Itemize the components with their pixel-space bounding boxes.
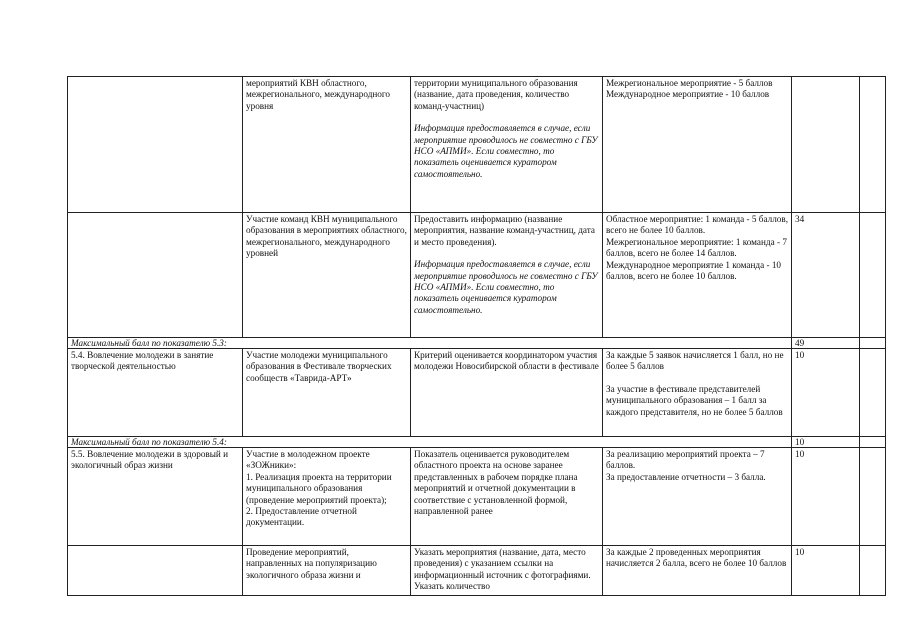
cell-empty: [860, 213, 886, 338]
total-value: 10: [792, 437, 860, 448]
cell-indicator: [68, 546, 243, 596]
cell-max-score: 10: [792, 349, 860, 437]
cell-scoring: Областное мероприятие: 1 команда - 5 баллов, всего не более 10 баллов. Межрегиональное мероприятие: 1 команда - 7 баллов, всего не более 14 баллов. Международное мероприятие 1 команда - 10 баллов, всего не более 10 баллов.: [603, 213, 792, 338]
cell-method: территории муниципального образования (название, дата проведения, количество команд-участниц) Информация предоставляется в случае, если мероприятие проводилось не совместно с ГБУ НСО «АПМИ». Если совместно, то показатель оценивается куратором самостоятельно.: [411, 77, 603, 213]
cell-empty: [860, 77, 886, 213]
table-row: [68, 213, 886, 338]
cell-empty: [860, 349, 886, 437]
cell-max-score: 10: [792, 546, 860, 596]
cell-event: Проведение мероприятий, направленных на популяризацию экологичного образа жизни и: [243, 546, 411, 596]
cell-note: Информация предоставляется в случае, если мероприятие проводилось не совместно с ГБУ НСО «АПМИ». Если совместно, то показатель оценивается куратором самостоятельно.: [414, 123, 598, 179]
table-row: [68, 448, 886, 546]
cell-scoring: За реализацию мероприятий проекта – 7 баллов. За предоставление отчетности – 3 балла.: [603, 448, 792, 546]
total-label: Максимальный балл по показателю 5.3:: [68, 338, 792, 349]
total-value: 49: [792, 338, 860, 349]
total-row: [68, 437, 886, 448]
cell-method: Указать мероприятия (название, дата, место проведения) с указанием ссылки на информационный источник с фотографиями. Указать количество: [411, 546, 603, 596]
cell-event: Участие в молодежном проекте «ЗОЖники»: 1. Реализация проекта на территории муниципального образования (проведение мероприятий проекта); 2. Предоставление отчетной документации.: [243, 448, 411, 546]
cell-max-score: [792, 77, 860, 213]
cell-scoring: Межрегиональное мероприятие - 5 баллов Международное мероприятие - 10 баллов: [603, 77, 792, 213]
cell-scoring: За каждые 2 проведенных мероприятия начисляется 2 балла, всего не более 10 баллов: [603, 546, 792, 596]
total-row: [68, 338, 886, 349]
cell-method: Предоставить информацию (название мероприятия, название команд-участниц, дата и место проведения). Информация предоставляется в случае, если мероприятие проводилось не совместно с ГБУ НСО «АПМИ». Если совместно, то показатель оценивается куратором самостоятельно.: [411, 213, 603, 338]
cell-event: Участие команд КВН муниципального образования в мероприятиях областного, межрегионального, международного уровней: [243, 213, 411, 338]
cell-method: Показатель оценивается руководителем областного проекта на основе заранее представленных в рабочем порядке плана мероприятий и отчетной документации в соответствие с установленной формой, направленной ранее: [411, 448, 603, 546]
cell-note: Информация предоставляется в случае, если мероприятие проводилось не совместно с ГБУ НСО «АПМИ». Если совместно, то показатель оценивается куратором самостоятельно.: [414, 259, 598, 315]
cell-max-score: 10: [792, 448, 860, 546]
cell-indicator: [68, 77, 243, 213]
cell-method: Критерий оценивается координатором участия молодежи Новосибирской области в фестивале: [411, 349, 603, 437]
table-row: [68, 546, 886, 596]
cell-empty: [860, 437, 886, 448]
cell-empty: [860, 448, 886, 546]
cell-event: мероприятий КВН областного, межрегионального, международного уровня: [243, 77, 411, 213]
cell-max-score: 34: [792, 213, 860, 338]
criteria-table: [67, 76, 886, 596]
cell-event: Участие молодежи муниципального образования в Фестивале творческих сообществ «Таврида-АРТ»: [243, 349, 411, 437]
cell-indicator: 5.4. Вовлечение молодежи в занятие творческой деятельностью: [68, 349, 243, 437]
table-row: [68, 77, 886, 213]
cell-indicator: [68, 213, 243, 338]
cell-empty: [860, 338, 886, 349]
cell-indicator: 5.5. Вовлечение молодежи в здоровый и экологичный образ жизни: [68, 448, 243, 546]
cell-scoring: За каждые 5 заявок начисляется 1 балл, но не более 5 баллов За участие в фестивале представителей муниципального образования – 1 балл за каждого представителя, но не более 5 баллов: [603, 349, 792, 437]
table-row: [68, 349, 886, 437]
total-label: Максимальный балл по показателю 5.4:: [68, 437, 792, 448]
cell-empty: [860, 546, 886, 596]
